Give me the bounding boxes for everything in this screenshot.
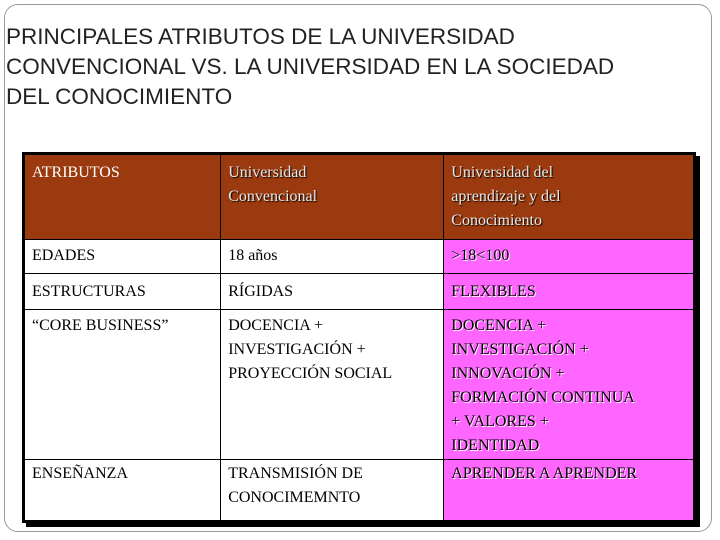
table-row	[24, 274, 695, 310]
attribute-cell: ESTRUCTURAS	[24, 274, 221, 310]
slide-title: PRINCIPALES ATRIBUTOS DE LA UNIVERSIDAD CONVENCIONAL VS. LA UNIVERSIDAD EN LA SOCIEDAD DEL CONOCIMIENTO	[6, 24, 615, 109]
knowledge-cell: APRENDER A APRENDER	[444, 460, 695, 522]
attribute-cell: EDADES	[24, 240, 221, 274]
conventional-cell: TRANSMISIÓN DE CONOCIMEMNTO	[221, 460, 444, 522]
table-row	[24, 460, 695, 522]
table-header-row	[24, 154, 695, 240]
knowledge-cell: FLEXIBLES	[444, 274, 695, 310]
conventional-cell: RÍGIDAS	[221, 274, 444, 310]
header-knowledge-university: Universidad del aprendizaje y del Conocimiento	[444, 154, 695, 240]
knowledge-cell: >18<100	[444, 240, 695, 274]
table-row	[24, 310, 695, 460]
attribute-cell: ENSEÑANZA	[24, 460, 221, 522]
attributes-table	[22, 152, 696, 523]
attribute-cell: “CORE BUSINESS”	[24, 310, 221, 460]
knowledge-cell: DOCENCIA + INVESTIGACIÓN + INNOVACIÓN + FORMACIÓN CONTINUA + VALORES + IDENTIDAD	[444, 310, 695, 460]
conventional-cell: DOCENCIA + INVESTIGACIÓN + PROYECCIÓN SOCIAL	[221, 310, 444, 460]
table-row	[24, 240, 695, 274]
conventional-cell: 18 años	[221, 240, 444, 274]
header-conventional-university: Universidad Convencional	[221, 154, 444, 240]
header-attributes: ATRIBUTOS	[24, 154, 221, 240]
